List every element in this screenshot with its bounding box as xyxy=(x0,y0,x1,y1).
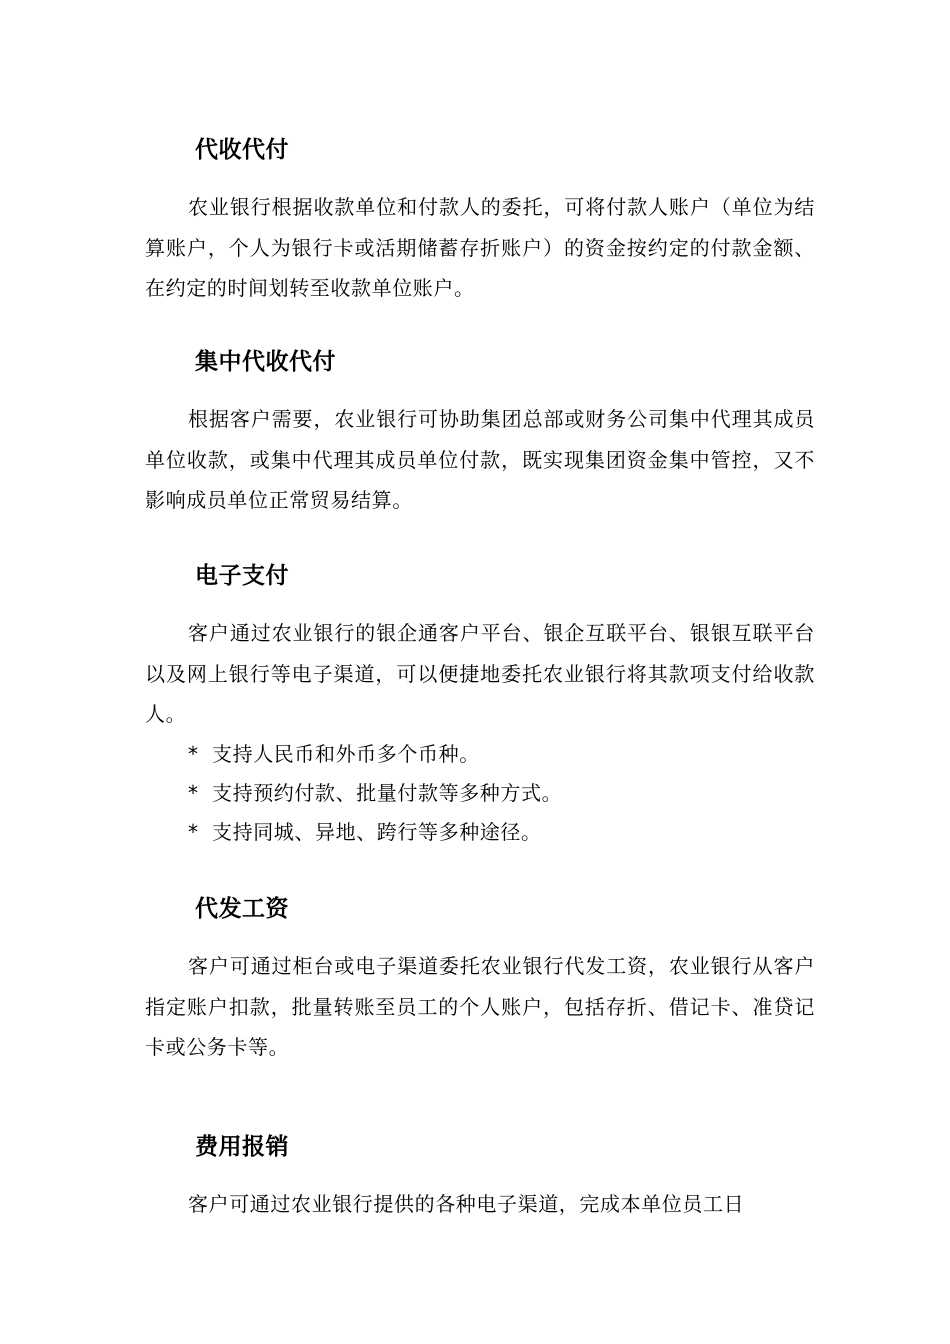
list-item xyxy=(188,813,815,852)
section-heading: 费用报销 xyxy=(195,1134,289,1160)
section-heading: 集中代收代付 xyxy=(195,349,336,375)
section-heading: 电子支付 xyxy=(195,563,289,589)
list-item xyxy=(188,774,815,813)
section-heading: 代发工资 xyxy=(195,896,289,922)
bullet-marker: * xyxy=(188,819,199,844)
section-centralized-collection-payment xyxy=(145,347,815,521)
list-item-text: 支持预约付款、批量付款等多种方式。 xyxy=(212,780,563,805)
list-item-text: 支持同城、异地、跨行等多种途径。 xyxy=(212,819,542,844)
list-item-text: 支持人民币和外币多个币种。 xyxy=(212,741,480,766)
section-payroll xyxy=(145,894,815,1068)
section-paragraph: 客户可通过柜台或电子渠道委托农业银行代发工资，农业银行从客户指定账户扣款，批量转账至员工的个人账户，包括存折、借记卡、准贷记卡或公务卡等。 xyxy=(145,954,815,1059)
section-collection-payment xyxy=(145,135,815,309)
section-paragraph: 客户可通过农业银行提供的各种电子渠道，完成本单位员工日 xyxy=(188,1192,745,1216)
bullet-marker: * xyxy=(188,741,199,766)
list-item xyxy=(188,735,815,774)
feature-list xyxy=(145,735,815,852)
section-paragraph: 客户通过农业银行的银企通客户平台、银企互联平台、银银互联平台以及网上银行等电子渠道，可以便捷地委托农业银行将其款项支付给收款人。 xyxy=(145,621,815,726)
bullet-marker: * xyxy=(188,780,199,805)
section-electronic-payment xyxy=(145,561,815,852)
section-paragraph: 农业银行根据收款单位和付款人的委托，可将付款人账户（单位为结算账户，个人为银行卡或活期储蓄存折账户）的资金按约定的付款金额、在约定的时间划转至收款单位账户。 xyxy=(145,195,815,300)
section-heading: 代收代付 xyxy=(195,137,289,163)
section-paragraph: 根据客户需要，农业银行可协助集团总部或财务公司集中代理其成员单位收款，或集中代理其成员单位付款，既实现集团资金集中管控，又不影响成员单位正常贸易结算。 xyxy=(145,407,815,512)
section-expense-reimbursement xyxy=(145,1132,815,1225)
